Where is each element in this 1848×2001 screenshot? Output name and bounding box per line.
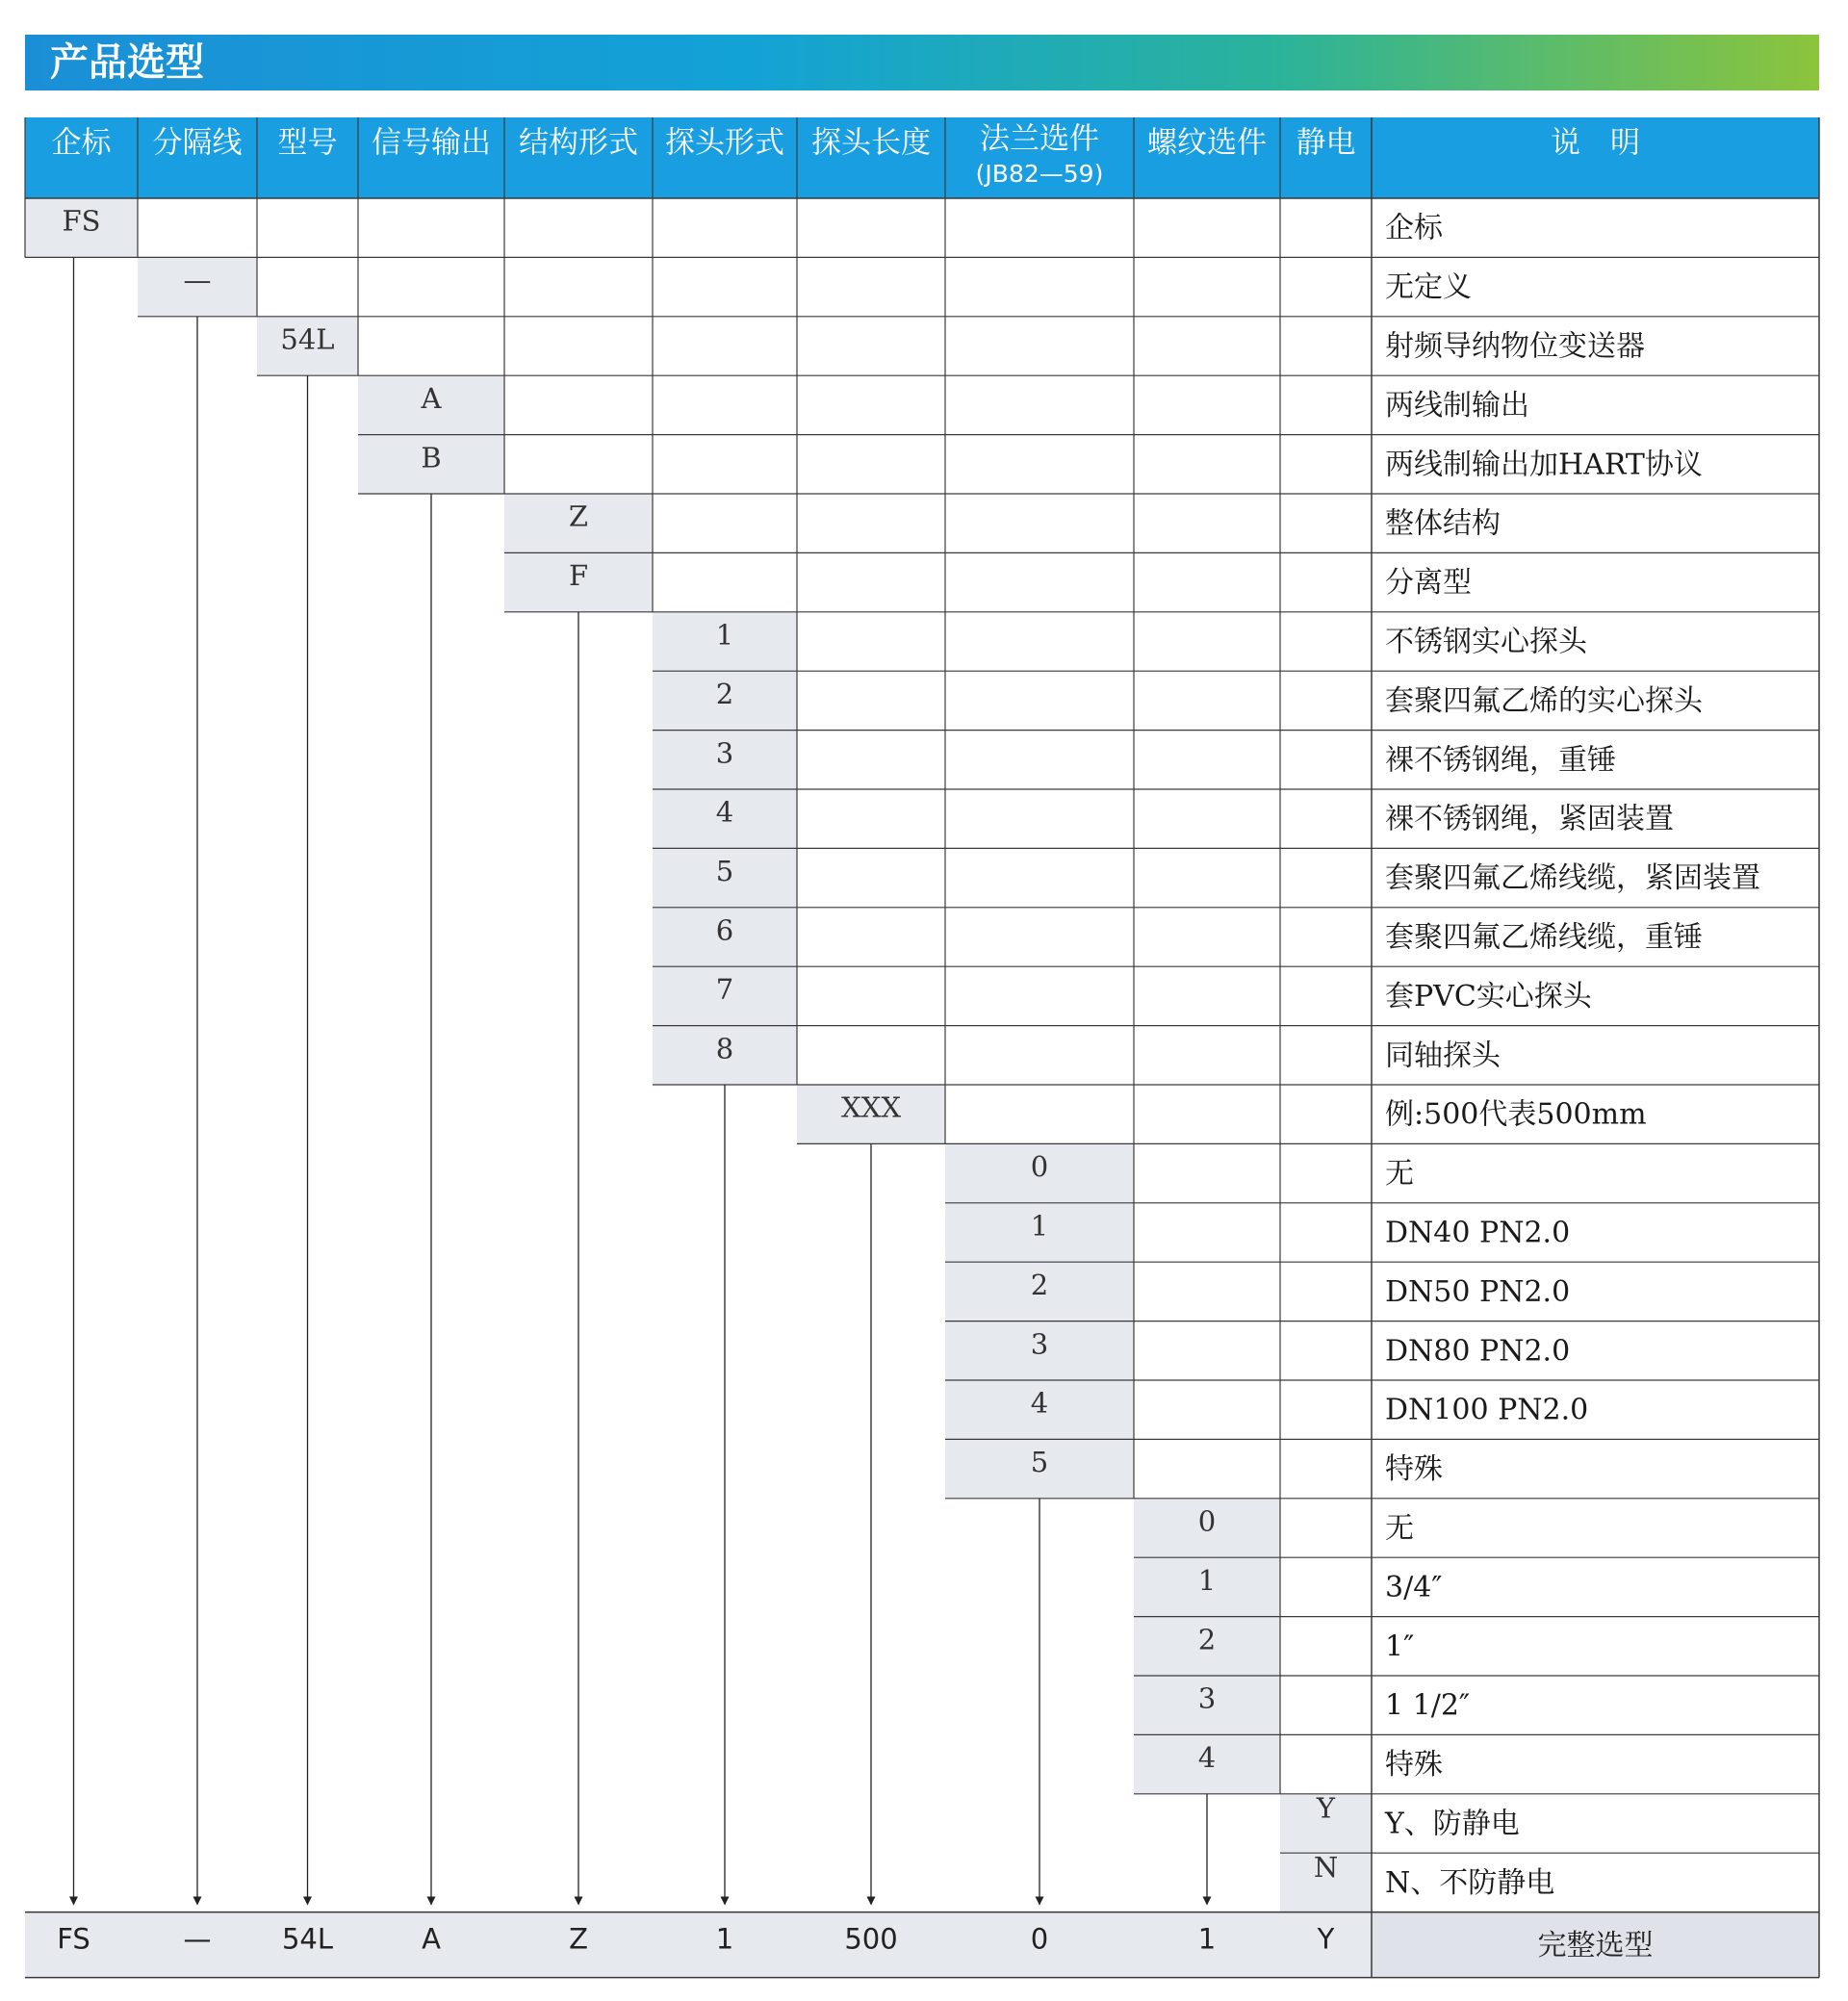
option-description: DN100 PN2.0 [1385, 1393, 1589, 1427]
option-description: 射频导纳物位变送器 [1385, 329, 1645, 364]
option-code: Z [568, 500, 589, 533]
column-header: 型号 [277, 125, 338, 161]
option-code: Y [1316, 1791, 1336, 1825]
column-header: 结构形式 [519, 125, 638, 161]
option-code: 2 [1030, 1268, 1049, 1301]
option-code: 3 [1030, 1327, 1049, 1361]
option-description: 1″ [1385, 1629, 1415, 1664]
option-description: 特殊 [1385, 1452, 1443, 1487]
result-label: 完整选型 [1537, 1929, 1654, 1963]
column-header: 静电 [1296, 125, 1356, 161]
option-code: 5 [1030, 1446, 1049, 1479]
option-code: 0 [1197, 1504, 1217, 1538]
result-value: 0 [1030, 1922, 1049, 1956]
option-code: 8 [715, 1032, 734, 1065]
result-value: A [422, 1922, 441, 1956]
result-value: FS [57, 1922, 90, 1956]
option-description: 两线制输出 [1385, 388, 1529, 423]
column-header-description: 说 明 [1551, 125, 1640, 161]
option-description: 企标 [1385, 211, 1443, 245]
option-description: 套聚四氟乙烯线缆，紧固装置 [1385, 861, 1760, 896]
option-code: FS [62, 204, 101, 238]
column-header: 探头长度 [811, 125, 931, 161]
option-description: 套PVC实心探头 [1385, 979, 1592, 1013]
result-value: 1 [715, 1922, 734, 1956]
option-code: 1 [1197, 1563, 1217, 1597]
result-value: Z [569, 1922, 588, 1956]
option-description: 3/4″ [1385, 1570, 1443, 1604]
option-code: 3 [1197, 1681, 1217, 1715]
option-description: 无 [1385, 1157, 1414, 1192]
column-header: 探头形式 [665, 125, 784, 161]
option-description: 1 1/2″ [1385, 1688, 1471, 1723]
option-code: XXX [841, 1090, 901, 1124]
result-value: Y [1317, 1922, 1335, 1956]
option-description: 特殊 [1385, 1748, 1443, 1783]
option-description: 无 [1385, 1511, 1414, 1546]
option-code: 1 [1030, 1209, 1049, 1243]
option-description: 套聚四氟乙烯的实心探头 [1385, 683, 1703, 718]
column-header: 信号输出 [372, 125, 491, 161]
option-code: N [1313, 1850, 1339, 1884]
column-header: 企标 [51, 125, 112, 161]
option-code: 4 [715, 795, 734, 829]
option-code: 4 [1030, 1386, 1049, 1420]
option-description: 不锈钢实心探头 [1385, 625, 1587, 659]
option-code: — [183, 264, 212, 297]
option-code: 0 [1030, 1150, 1049, 1184]
option-description: 整体结构 [1385, 506, 1501, 541]
option-description: 裸不锈钢绳，重锤 [1385, 743, 1616, 778]
option-code: 54L [280, 322, 335, 356]
option-description: DN50 PN2.0 [1385, 1274, 1571, 1309]
result-value: — [183, 1922, 212, 1956]
option-code: A [421, 381, 442, 415]
option-code: 1 [715, 618, 734, 652]
option-description: 例:500代表500mm [1385, 1097, 1647, 1132]
option-description: 分离型 [1385, 566, 1472, 601]
option-description: DN40 PN2.0 [1385, 1216, 1571, 1250]
option-description: 两线制输出加HART协议 [1385, 448, 1703, 482]
column-header: 分隔线 [152, 125, 243, 161]
section-title: 产品选型 [50, 40, 204, 85]
column-header: 法兰选件 [980, 121, 1099, 157]
option-code: F [568, 559, 589, 593]
option-description: 无定义 [1385, 270, 1472, 305]
option-code: 3 [715, 736, 734, 770]
option-code: 7 [715, 972, 734, 1006]
result-value: 500 [844, 1922, 898, 1956]
option-description: 同轴探头 [1385, 1039, 1501, 1073]
option-description: N、不防静电 [1385, 1865, 1555, 1900]
option-description: DN80 PN2.0 [1385, 1334, 1571, 1369]
option-code: 6 [715, 913, 734, 947]
option-code: B [421, 441, 442, 475]
option-code: 4 [1197, 1741, 1217, 1775]
option-code: 2 [715, 677, 734, 710]
option-description: Y、防静电 [1385, 1807, 1520, 1841]
option-description: 裸不锈钢绳，紧固装置 [1385, 802, 1674, 836]
result-value: 54L [281, 1922, 334, 1956]
option-code: 5 [715, 855, 734, 888]
column-header-sub: (JB82—59) [975, 160, 1104, 188]
option-description: 套聚四氟乙烯线缆，重锤 [1385, 920, 1703, 955]
option-code: 2 [1197, 1623, 1217, 1656]
result-value: 1 [1197, 1922, 1217, 1956]
column-header: 螺纹选件 [1147, 125, 1267, 161]
